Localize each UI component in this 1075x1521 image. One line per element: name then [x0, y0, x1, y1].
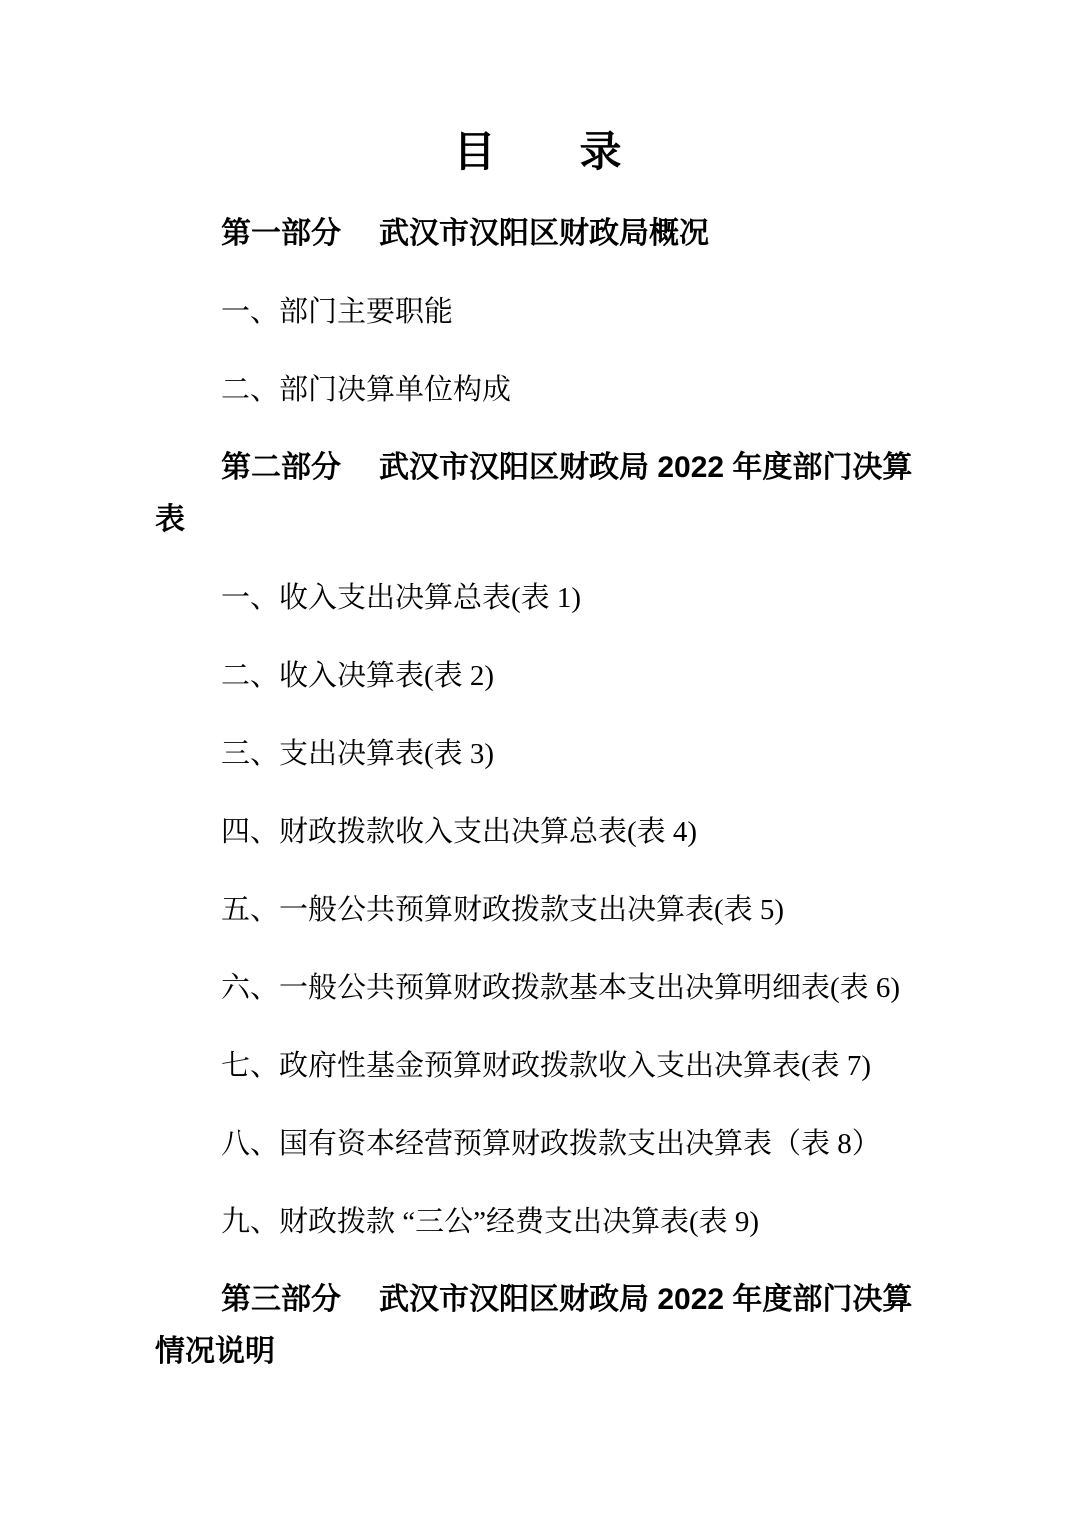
- section-heading-part1: [155, 208, 920, 260]
- section-label: 第二部分: [221, 451, 341, 484]
- toc-item: 一、部门主要职能: [221, 296, 454, 328]
- toc-item: 三、支出决算表(表 3): [221, 738, 495, 770]
- toc-item: 四、财政拨款收入支出决算总表(表 4): [221, 816, 698, 848]
- section-title: 武汉市汉阳区财政局 2022 年度部门决算表: [155, 451, 913, 536]
- toc-item: 二、部门决算单位构成: [221, 374, 512, 406]
- toc-item: 七、政府性基金预算财政拨款收入支出决算表(表 7): [221, 1050, 872, 1082]
- toc-item: 二、收入决算表(表 2): [221, 660, 495, 692]
- document-title: 目 录: [453, 128, 622, 175]
- toc-item: 五、一般公共预算财政拨款支出决算表(表 5): [221, 894, 785, 926]
- toc-item: 六、一般公共预算财政拨款基本支出决算明细表(表 6): [221, 972, 901, 1004]
- section-label: 第一部分: [221, 217, 341, 250]
- section-label: 第三部分: [221, 1283, 341, 1316]
- table-of-contents: [155, 208, 920, 1378]
- toc-item: 九、财政拨款 “三公”经费支出决算表(表 9): [221, 1206, 760, 1238]
- section-heading-part3: [155, 1274, 920, 1378]
- section-heading-part2: [155, 442, 920, 546]
- section-title: 武汉市汉阳区财政局概况: [379, 217, 709, 250]
- toc-item: 一、收入支出决算总表(表 1): [221, 582, 582, 614]
- toc-item: 八、国有资本经营预算财政拨款支出决算表（表 8）: [221, 1128, 881, 1160]
- section-title: 武汉市汉阳区财政局 2022 年度部门决算情况说明: [155, 1283, 913, 1368]
